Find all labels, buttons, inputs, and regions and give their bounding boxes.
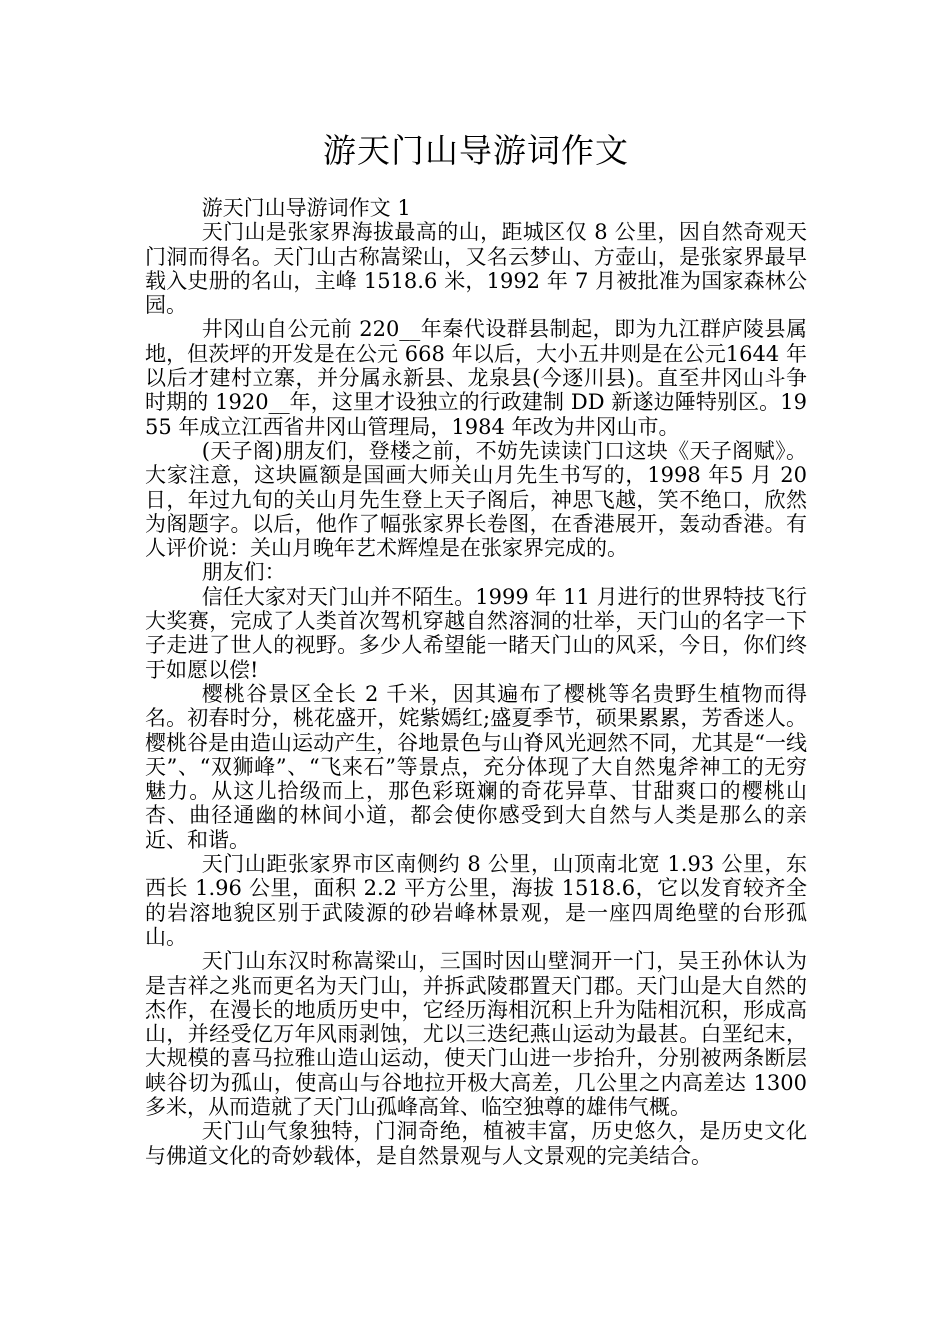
document-title: 游天门山导游词作文 bbox=[323, 131, 629, 170]
document-body bbox=[145, 196, 807, 1168]
paragraph: 樱桃谷景区全长 2 千米，因其遍布了樱桃等名贵野生植物而得名。初春时分，桃花盛开，姹紫嫣红;盛夏季节，硕果累累，芳香迷人。樱桃谷是由造山运动产生，谷地景色与山脊风光迥然不同，尤其是“一线天”、“双狮峰”、“飞来石”等景点，充分体现了大自然鬼斧神工的无穷魅力。从这儿拾级而上，那色彩斑斓的奇花异草、甘甜爽口的樱桃山杏、曲径通幽的林间小道，都会使你感受到大自然与人类是那么的亲近、和谐。 bbox=[145, 681, 807, 852]
paragraph: 天门山东汉时称嵩梁山，三国时因山壁洞开一门，吴王孙休认为是吉祥之兆而更名为天门山，并拆武陵郡置天门郡。天门山是大自然的杰作，在漫长的地质历史中，它经历海相沉积上升为陆相沉积，形成高山，并经受亿万年风雨剥蚀，尤以三迭纪燕山运动为最甚。白垩纪末，大规模的喜马拉雅山造山运动，使天门山进一步抬升，分别被两条断层峡谷切为孤山，使高山与谷地拉开极大高差，几公里之内高差达 1300 多米，从而造就了天门山孤峰高耸、临空独尊的雄伟气概。 bbox=[145, 949, 807, 1119]
paragraph: 天门山气象独特，门洞奇绝，植被丰富，历史悠久，是历史文化与佛道文化的奇妙载体，是自然景观与人文景观的完美结合。 bbox=[145, 1119, 807, 1168]
paragraph: (天子阁)朋友们，登楼之前，不妨先读读门口这块《天子阁赋》。大家注意，这块匾额是国画大师关山月先生书写的，1998 年5 月 20 日，年过九旬的关山月先生登上天子阁后，神思飞越，笑不绝口，欣然为阁题字。以后，他作了幅张家界长卷图，在香港展开，轰动香港。有人评价说：关山月晚年艺术辉煌是在张家界完成的。 bbox=[145, 438, 807, 561]
paragraph: 朋友们： bbox=[201, 560, 286, 585]
paragraph: 天门山距张家界市区南侧约 8 公里，山顶南北宽 1.93 公里，东西长 1.96 公里，面积 2.2 平方公里，海拔 1518.6，它以发育较齐全的岩溶地貌区别于武陵源的砂岩峰林景观，是一座四周绝壁的台形孤山。 bbox=[145, 852, 807, 949]
section-heading: 游天门山导游词作文 1 bbox=[201, 196, 411, 220]
document-page bbox=[145, 128, 807, 1168]
paragraph: 天门山是张家界海拔最高的山，距城区仅 8 公里，因自然奇观天门洞而得名。天门山古称嵩梁山，又名云梦山、方壶山，是张家界最早载入史册的名山，主峰 1518.6 米，1992 年 7 月被批准为国家森林公园。 bbox=[145, 220, 807, 318]
paragraph: 井冈山自公元前 220__年秦代设群县制起，即为九江群庐陵县属地，但茨坪的开发是在公元 668 年以后，大小五井则是在公元1644 年以后才建村立寨，并分属永新县、龙泉县(今逐川县)。直至井冈山斗争时期的 1920__年，这里才设独立的行政建制 DD 新遂边陲特别区。1955 年成立江西省井冈山管理局，1984 年改为井冈山市。 bbox=[145, 317, 807, 439]
paragraph: 信任大家对天门山并不陌生。1999 年 11 月进行的世界特技飞行大奖赛，完成了人类首次驾机穿越自然溶洞的壮举，天门山的名字一下子走进了世人的视野。多少人希望能一睹天门山的风采，今日，你们终于如愿以偿! bbox=[145, 584, 807, 682]
